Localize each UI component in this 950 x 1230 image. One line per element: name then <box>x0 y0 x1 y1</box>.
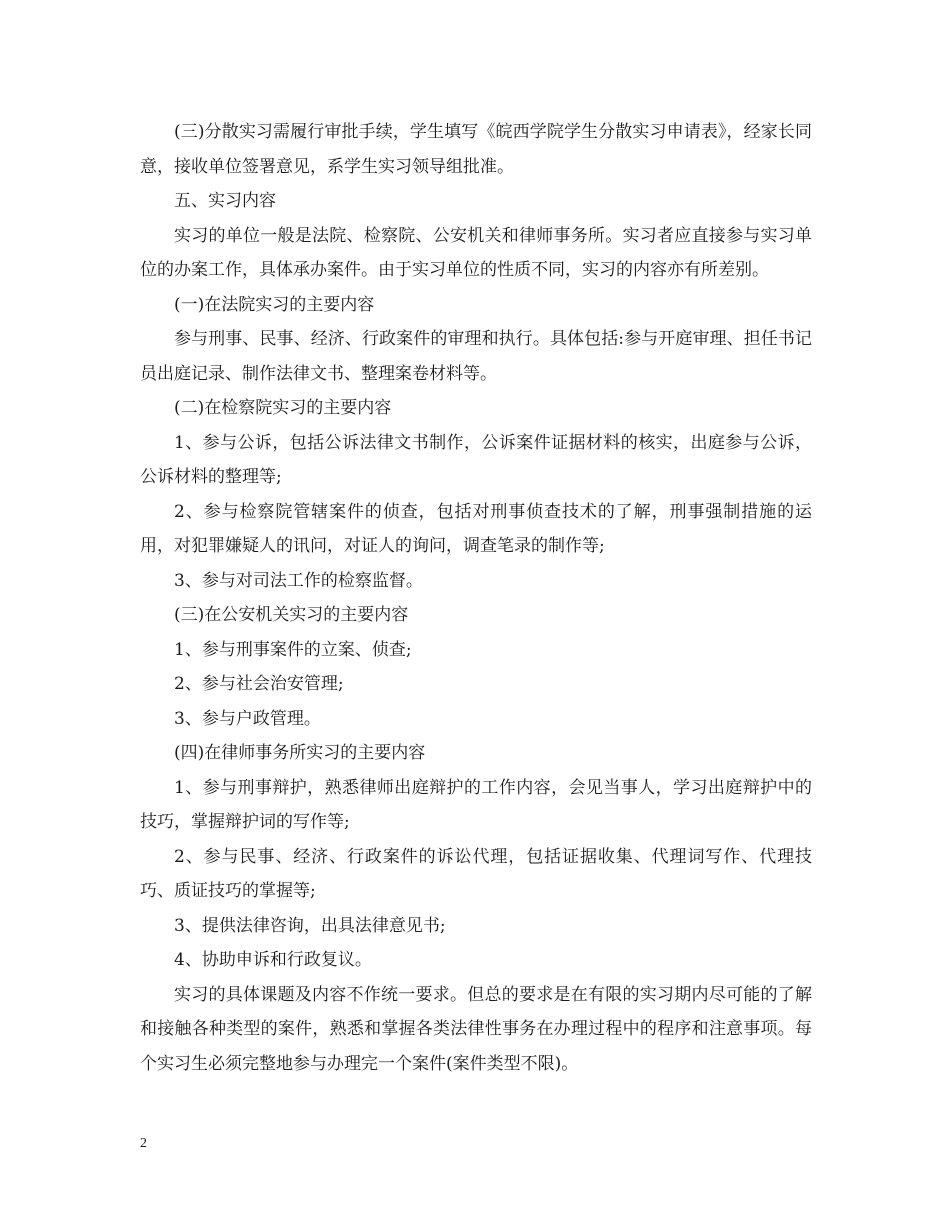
list-item-law-firm-4: 4、协助申诉和行政复议。 <box>174 950 372 970</box>
list-item-law-firm-2: 2、参与民事、经济、行政案件的诉讼代理，包括证据收集、代理词写作、代理技巧、质证技巧的掌握等; <box>140 846 812 901</box>
subheading-court-internship: (一)在法院实习的主要内容 <box>174 294 375 315</box>
list-item-law-firm-1: 1、参与刑事辩护，熟悉律师出庭辩护的工作内容，会见当事人，学习出庭辩护中的技巧，掌握辩护词的写作等; <box>140 777 812 832</box>
list-item-law-firm-3: 3、提供法律咨询，出具法律意见书; <box>174 915 446 936</box>
paragraph-dispersed-internship-approval: (三)分散实习需履行审批手续，学生填写《皖西学院学生分散实习申请表》，经家长同意，接收单位签署意见，系学生实习领导组批准。 <box>140 122 812 177</box>
paragraph-general-requirements: 实习的具体课题及内容不作统一要求。但总的要求是在有限的实习期内尽可能的了解和接触各种类型的案件，熟悉和掌握各类法律性事务在办理过程中的程序和注意事项。每个实习生必须完整地参与办理完一个案件(案件类型不限)。 <box>140 984 812 1074</box>
subheading-public-security-internship: (三)在公安机关实习的主要内容 <box>174 605 409 625</box>
list-item-public-security-2: 2、参与社会治安管理; <box>174 674 344 694</box>
paragraph-internship-units: 实习的单位一般是法院、检察院、公安机关和律师事务所。实习者应直接参与实习单位的办案工作，具体承办案件。由于实习单位的性质不同，实习的内容亦有所差别。 <box>140 225 812 280</box>
subheading-procuratorate-internship: (二)在检察院实习的主要内容 <box>174 398 392 418</box>
list-item-public-security-1: 1、参与刑事案件的立案、侦查; <box>174 639 412 660</box>
list-item-procuratorate-1: 1、参与公诉，包括公诉法律文书制作，公诉案件证据材料的核实，出庭参与公诉，公诉材料的整理等; <box>140 432 812 487</box>
section-heading-internship-content: 五、实习内容 <box>174 191 276 211</box>
subheading-law-firm-internship: (四)在律师事务所实习的主要内容 <box>174 743 426 763</box>
document-body <box>140 115 812 1081</box>
list-item-procuratorate-2: 2、参与检察院管辖案件的侦查，包括对刑事侦查技术的了解，刑事强制措施的运用，对犯罪嫌疑人的讯问，对证人的询问，调查笔录的制作等; <box>140 501 812 556</box>
list-item-public-security-3: 3、参与户政管理。 <box>174 708 321 729</box>
paragraph-court-internship-content: 参与刑事、民事、经济、行政案件的审理和执行。具体包括:参与开庭审理、担任书记员出庭记录、制作法律文书、整理案卷材料等。 <box>140 329 812 384</box>
list-item-procuratorate-3: 3、参与对司法工作的检察监督。 <box>174 570 423 591</box>
page-number: 2 <box>140 1136 147 1151</box>
